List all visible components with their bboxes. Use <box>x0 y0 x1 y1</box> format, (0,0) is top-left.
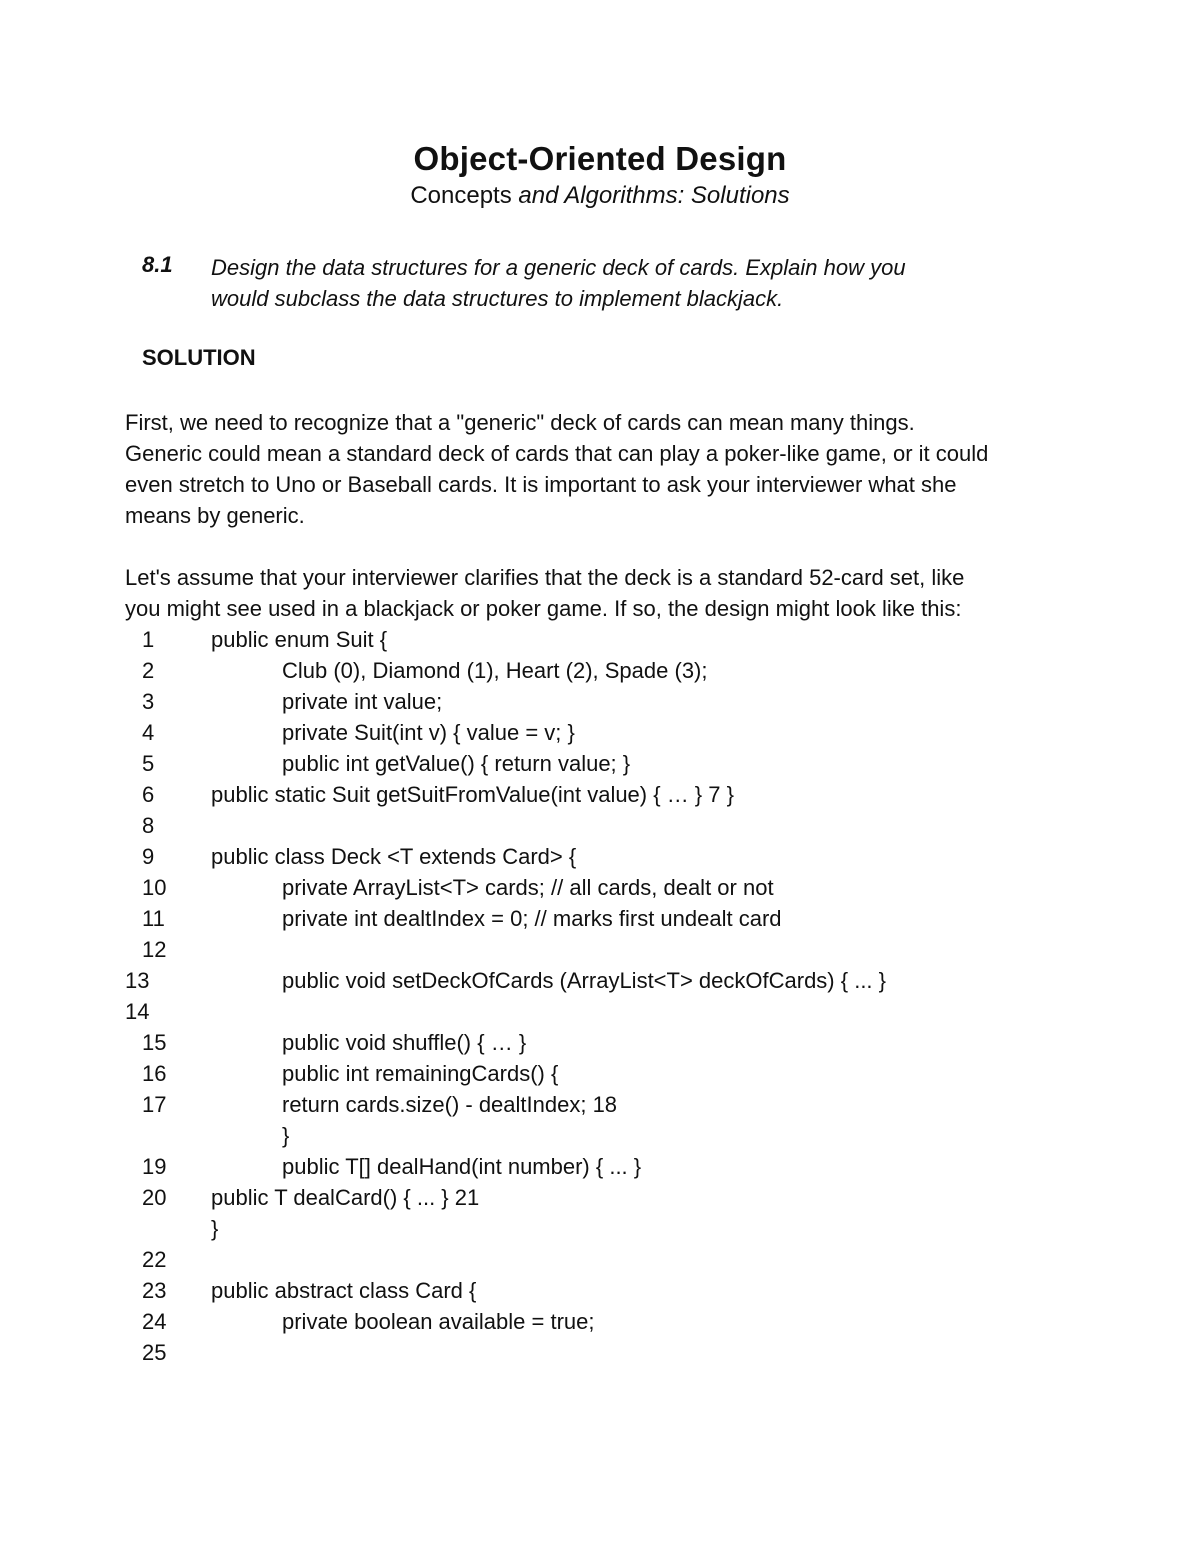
line-number: 10 <box>142 875 167 900</box>
paragraph-assumption <box>125 562 1085 624</box>
paragraph-line: you might see used in a blackjack or poker game. If so, the design might look like this: <box>125 596 962 621</box>
code-line <box>0 1151 1200 1182</box>
line-number: 20 <box>142 1185 167 1210</box>
line-number: 24 <box>142 1309 167 1334</box>
solution-heading: SOLUTION <box>142 345 256 370</box>
line-number: 19 <box>142 1154 167 1179</box>
paragraph-intro <box>125 407 1085 531</box>
question-number: 8.1 <box>142 252 173 277</box>
paragraph-line: means by generic. <box>125 503 305 528</box>
code-line <box>0 965 1200 996</box>
code-line <box>0 934 1200 965</box>
paragraph-line: Let's assume that your interviewer clarifies that the deck is a standard 52-card set, like <box>125 565 965 590</box>
code-line <box>0 779 1200 810</box>
code-listing <box>0 624 1200 1368</box>
code-line <box>0 1027 1200 1058</box>
code-text: public T[] dealHand(int number) { ... } <box>282 1154 642 1179</box>
question-line: would subclass the data structures to implement blackjack. <box>211 286 784 311</box>
code-text: return cards.size() - dealtIndex; 18 <box>282 1092 618 1117</box>
subtitle-italic: and Algorithms: Solutions <box>518 182 790 209</box>
question-text <box>211 252 1031 314</box>
line-number: 14 <box>125 999 150 1024</box>
code-text: } <box>211 1216 219 1241</box>
code-text: public static Suit getSuitFromValue(int value) { … } 7 } <box>211 782 734 807</box>
code-text: private Suit(int v) { value = v; } <box>282 720 575 745</box>
code-text: private int value; <box>282 689 443 714</box>
code-line <box>0 1089 1200 1120</box>
code-line <box>0 1244 1200 1275</box>
line-number: 8 <box>142 813 155 838</box>
code-line <box>0 841 1200 872</box>
line-number: 11 <box>142 906 165 931</box>
line-number: 6 <box>142 782 155 807</box>
code-line <box>0 1337 1200 1368</box>
document-title: Object-Oriented Design <box>413 140 787 177</box>
line-number: 2 <box>142 658 155 683</box>
line-number: 13 <box>125 968 150 993</box>
code-line <box>0 996 1200 1027</box>
subtitle-plain: Concepts <box>410 182 512 209</box>
code-text: Club (0), Diamond (1), Heart (2), Spade (3); <box>282 658 708 683</box>
paragraph-line: Generic could mean a standard deck of cards that can play a poker-like game, or it could <box>125 441 989 466</box>
line-number: 4 <box>142 720 155 745</box>
code-line <box>0 1058 1200 1089</box>
paragraph-line: First, we need to recognize that a "generic" deck of cards can mean many things. <box>125 410 915 435</box>
code-text: private boolean available = true; <box>282 1309 595 1334</box>
line-number: 9 <box>142 844 155 869</box>
code-text: private int dealtIndex = 0; // marks first undealt card <box>282 906 782 931</box>
document-subtitle <box>0 182 1200 210</box>
line-number: 17 <box>142 1092 167 1117</box>
code-line <box>0 655 1200 686</box>
line-number: 23 <box>142 1278 167 1303</box>
code-text: public int getValue() { return value; } <box>282 751 631 776</box>
code-line <box>0 624 1200 655</box>
code-line <box>0 748 1200 779</box>
code-text: public void shuffle() { … } <box>282 1030 527 1055</box>
question-line: Design the data structures for a generic deck of cards. Explain how you <box>211 255 906 280</box>
line-number: 22 <box>142 1247 167 1272</box>
code-text: public abstract class Card { <box>211 1278 477 1303</box>
code-text: public class Deck <T extends Card> { <box>211 844 577 869</box>
code-line <box>0 1275 1200 1306</box>
code-line <box>0 872 1200 903</box>
code-line <box>0 903 1200 934</box>
line-number: 16 <box>142 1061 167 1086</box>
code-line <box>0 717 1200 748</box>
code-text: } <box>282 1123 290 1148</box>
code-line <box>0 1306 1200 1337</box>
code-line <box>0 810 1200 841</box>
line-number: 25 <box>142 1340 167 1365</box>
line-number: 5 <box>142 751 155 776</box>
line-number: 1 <box>142 627 155 652</box>
code-line <box>0 1120 1200 1151</box>
code-line <box>0 686 1200 717</box>
paragraph-line: even stretch to Uno or Baseball cards. It is important to ask your interviewer what she <box>125 472 957 497</box>
code-text: private ArrayList<T> cards; // all cards, dealt or not <box>282 875 774 900</box>
line-number: 3 <box>142 689 155 714</box>
line-number: 15 <box>142 1030 167 1055</box>
code-line <box>0 1182 1200 1213</box>
code-text: public T dealCard() { ... } 21 <box>211 1185 480 1210</box>
code-line <box>0 1213 1200 1244</box>
code-text: public int remainingCards() { <box>282 1061 559 1086</box>
code-text: public enum Suit { <box>211 627 388 652</box>
line-number: 12 <box>142 937 167 962</box>
code-text: public void setDeckOfCards (ArrayList<T> deckOfCards) { ... } <box>282 968 887 993</box>
